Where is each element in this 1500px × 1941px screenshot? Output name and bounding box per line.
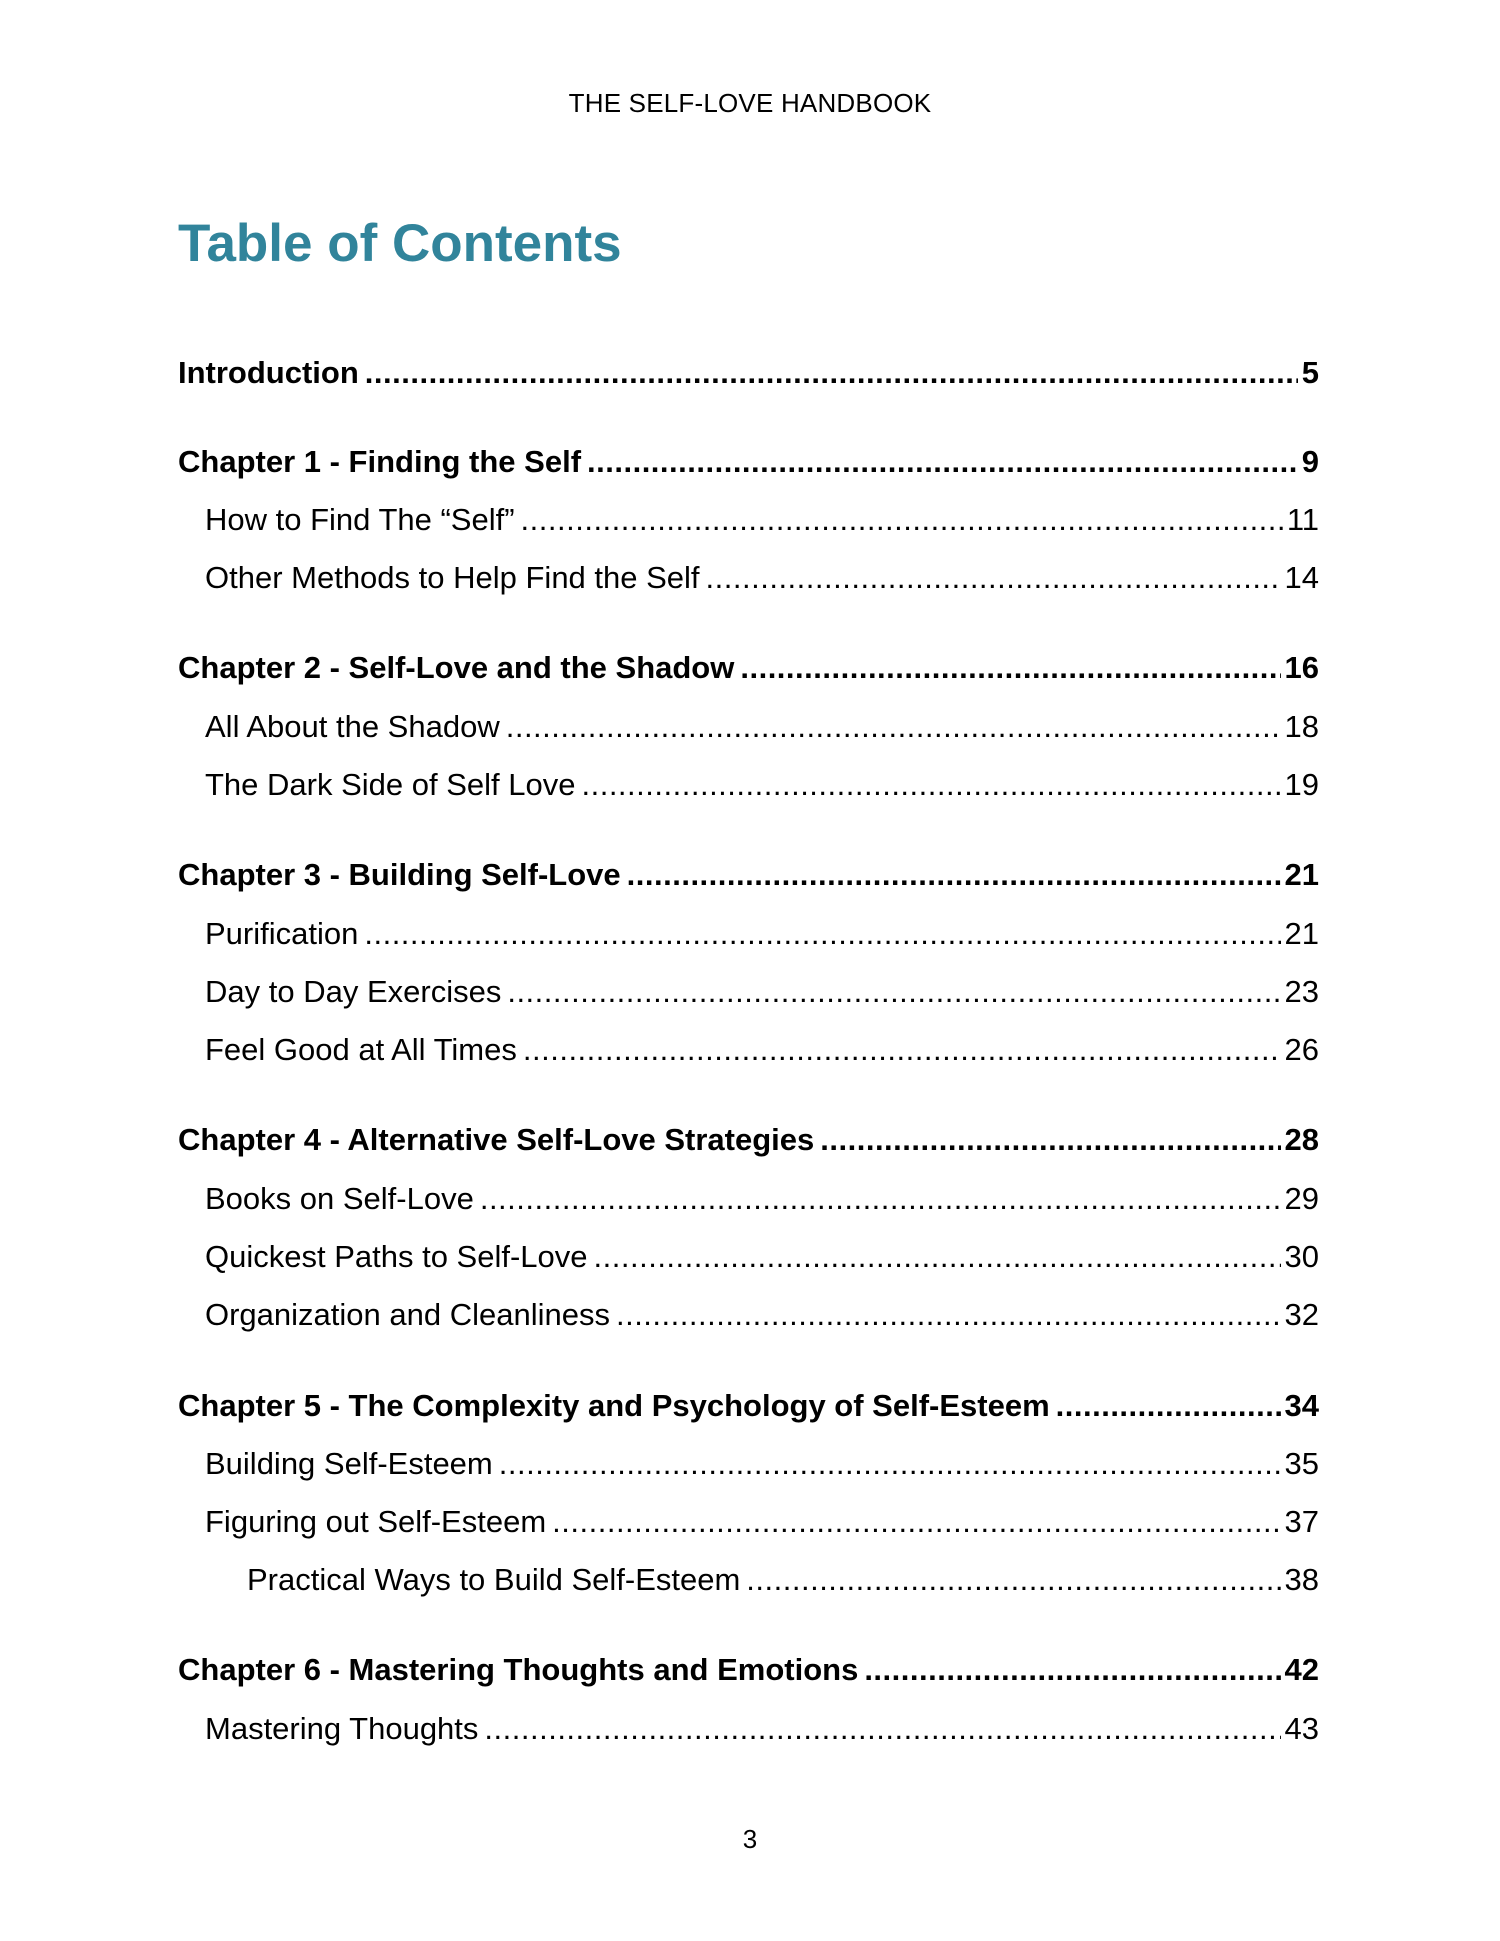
- toc-entry-chapter-6[interactable]: [178, 1650, 1319, 1690]
- toc-entry-chapter-4[interactable]: [178, 1120, 1319, 1160]
- toc-entry-label: Chapter 1 - Finding the Self: [178, 444, 582, 479]
- toc-entry-how-to-find-the-self[interactable]: [178, 500, 1319, 540]
- toc-entry-page: 35: [1284, 1446, 1319, 1481]
- toc-entry-practical-ways[interactable]: [178, 1560, 1319, 1600]
- toc-entry-label: Figuring out Self-Esteem: [205, 1504, 547, 1539]
- dot-leader: [820, 1120, 1280, 1160]
- toc-entry-page: 21: [1284, 916, 1319, 951]
- toc-entry-page: 42: [1284, 1652, 1319, 1687]
- toc-entry-page: 28: [1284, 1122, 1319, 1157]
- toc-entry-all-about-the-shadow[interactable]: [178, 707, 1319, 747]
- toc-entry-label: Introduction: [178, 355, 359, 390]
- dot-leader: [365, 353, 1298, 393]
- toc-entry-label: Purification: [205, 916, 359, 951]
- dot-leader: [523, 1030, 1281, 1070]
- toc-entry-label: How to Find The “Self”: [205, 502, 515, 537]
- toc-entry-page: 43: [1284, 1711, 1319, 1746]
- toc-entry-books-on-self-love[interactable]: [178, 1179, 1319, 1219]
- dot-leader: [499, 1444, 1281, 1484]
- toc-entry-page: 29: [1284, 1181, 1319, 1216]
- toc-entry-dark-side-of-self-love[interactable]: [178, 765, 1319, 805]
- toc-entry-label: Practical Ways to Build Self-Esteem: [247, 1562, 741, 1597]
- toc-entry-chapter-3[interactable]: [178, 855, 1319, 895]
- toc-entry-page: 21: [1284, 857, 1319, 892]
- dot-leader: [1056, 1386, 1281, 1426]
- toc-entry-label: Other Methods to Help Find the Self: [205, 560, 700, 595]
- toc-entry-label: Building Self-Esteem: [205, 1446, 493, 1481]
- dot-leader: [594, 1237, 1281, 1277]
- page-number: 3: [742, 1824, 758, 1854]
- toc-entry-quickest-paths[interactable]: [178, 1237, 1319, 1277]
- dot-leader: [587, 442, 1298, 482]
- toc-entry-label: The Dark Side of Self Love: [205, 767, 576, 802]
- dot-leader: [581, 765, 1280, 805]
- dot-leader: [740, 648, 1280, 688]
- toc-entry-label: Chapter 6 - Mastering Thoughts and Emotions: [178, 1652, 859, 1687]
- toc-entry-page: 23: [1284, 974, 1319, 1009]
- toc-entry-label: Mastering Thoughts: [205, 1711, 479, 1746]
- toc-entry-other-methods[interactable]: [178, 558, 1319, 598]
- toc-entry-introduction[interactable]: [178, 353, 1319, 393]
- toc-entry-chapter-1[interactable]: [178, 442, 1319, 482]
- toc-entry-label: Chapter 4 - Alternative Self-Love Strategies: [178, 1122, 815, 1157]
- toc-entry-page: 9: [1301, 444, 1319, 479]
- toc-entry-feel-good-at-all-times[interactable]: [178, 1030, 1319, 1070]
- dot-leader: [507, 972, 1280, 1012]
- toc-entry-page: 30: [1284, 1239, 1319, 1274]
- toc-entry-page: 16: [1284, 650, 1319, 685]
- toc-entry-label: All About the Shadow: [205, 709, 500, 744]
- dot-leader: [706, 558, 1281, 598]
- toc-entry-label: Quickest Paths to Self-Love: [205, 1239, 588, 1274]
- toc-entry-page: 38: [1284, 1562, 1319, 1597]
- toc-entry-label: Chapter 5 - The Complexity and Psychology of Self-Esteem: [178, 1388, 1050, 1423]
- dot-leader: [627, 855, 1281, 895]
- running-header: THE SELF-LOVE HANDBOOK: [568, 88, 932, 118]
- toc-entry-label: Organization and Cleanliness: [205, 1297, 610, 1332]
- toc-entry-page: 5: [1301, 355, 1319, 390]
- toc-entry-page: 26: [1284, 1032, 1319, 1067]
- toc-entry-page: 18: [1284, 709, 1319, 744]
- dot-leader: [480, 1179, 1281, 1219]
- dot-leader: [864, 1650, 1280, 1690]
- dot-leader: [484, 1709, 1280, 1749]
- toc-entry-label: Feel Good at All Times: [205, 1032, 517, 1067]
- dot-leader: [364, 914, 1280, 954]
- toc-entry-label: Day to Day Exercises: [205, 974, 502, 1009]
- page-title: Table of Contents: [178, 214, 622, 273]
- toc-entry-day-to-day-exercises[interactable]: [178, 972, 1319, 1012]
- toc-entry-label: Books on Self-Love: [205, 1181, 474, 1216]
- toc-entry-figuring-out-self-esteem[interactable]: [178, 1502, 1319, 1542]
- toc-entry-chapter-2[interactable]: [178, 648, 1319, 688]
- dot-leader: [552, 1502, 1280, 1542]
- toc-entry-organization-and-cleanliness[interactable]: [178, 1295, 1319, 1335]
- toc-entry-page: 37: [1284, 1504, 1319, 1539]
- toc-entry-purification[interactable]: [178, 914, 1319, 954]
- toc-entry-page: 14: [1284, 560, 1319, 595]
- toc-entry-mastering-thoughts[interactable]: [178, 1709, 1319, 1749]
- toc-entry-page: 34: [1284, 1388, 1319, 1423]
- toc-entry-label: Chapter 2 - Self-Love and the Shadow: [178, 650, 735, 685]
- toc-entry-label: Chapter 3 - Building Self-Love: [178, 857, 621, 892]
- dot-leader: [746, 1560, 1280, 1600]
- toc-entry-page: 32: [1284, 1297, 1319, 1332]
- toc-entry-page: 11: [1286, 502, 1319, 537]
- toc-entry-building-self-esteem[interactable]: [178, 1444, 1319, 1484]
- dot-leader: [616, 1295, 1281, 1335]
- dot-leader: [521, 500, 1283, 540]
- toc-entry-chapter-5[interactable]: [178, 1386, 1319, 1426]
- dot-leader: [506, 707, 1281, 747]
- toc-entry-page: 19: [1284, 767, 1319, 802]
